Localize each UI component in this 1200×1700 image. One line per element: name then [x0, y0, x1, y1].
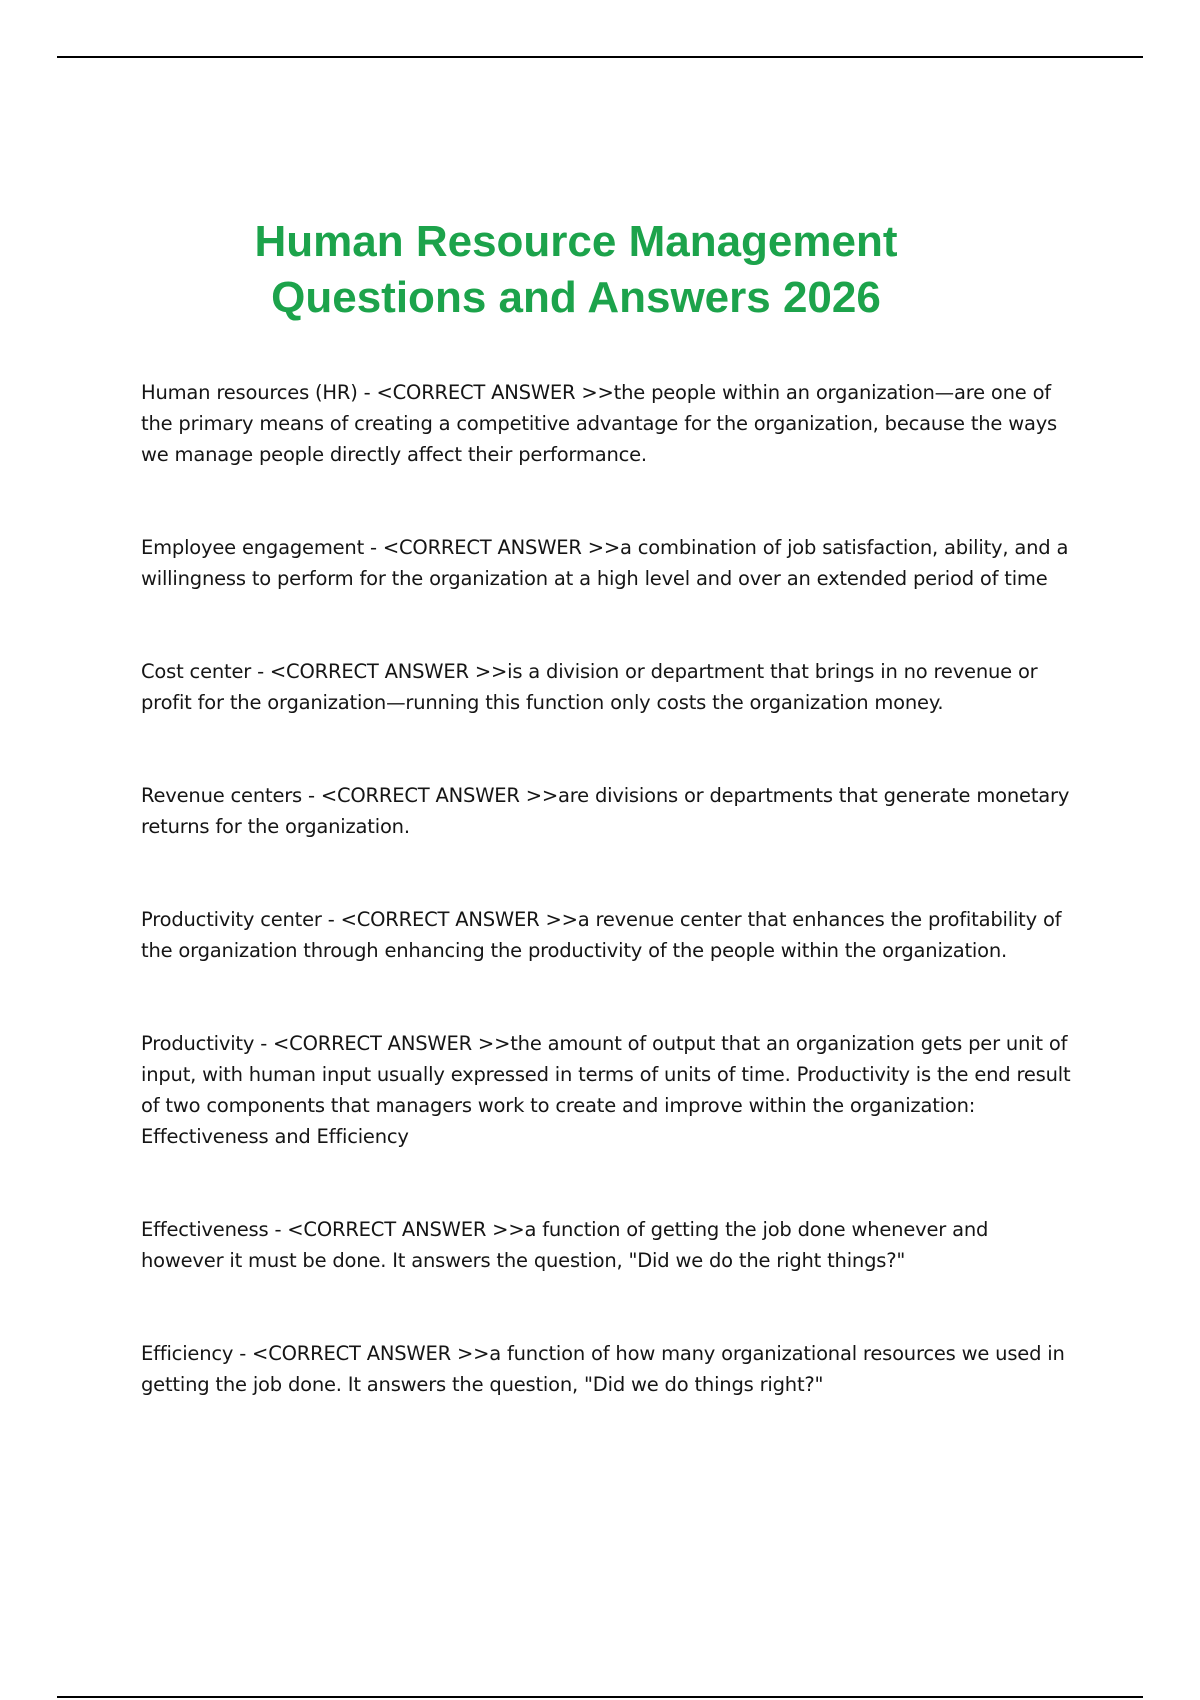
- footer-rule: [57, 1696, 1143, 1698]
- qa-entry-revenue-centers: Revenue centers - <CORRECT ANSWER >>are divisions or departments that generate monetary returns for the organization.: [141, 784, 1070, 838]
- qa-list: [141, 377, 1076, 1400]
- title-line-1: Human Resource Management: [254, 217, 898, 266]
- header-rule: [57, 56, 1143, 58]
- qa-entry-productivity-center: Productivity center - <CORRECT ANSWER >>a revenue center that enhances the profitability of the organization through enhancing the productivity of the people within the organization.: [141, 908, 1062, 962]
- qa-entry-employee-engagement: Employee engagement - <CORRECT ANSWER >>a combination of job satisfaction, ability, and a willingness to perform for the organization at a high level and over an extended period of time: [141, 536, 1069, 590]
- qa-entry-effectiveness: Effectiveness - <CORRECT ANSWER >>a function of getting the job done whenever and however it must be done. It answers the question, "Did we do the right things?": [141, 1218, 989, 1272]
- qa-entry-cost-center: Cost center - <CORRECT ANSWER >>is a division or department that brings in no revenue or profit for the organization—running this function only costs the organization money.: [141, 660, 1038, 714]
- document-title: [0, 214, 1152, 326]
- qa-entry-productivity: Productivity - <CORRECT ANSWER >>the amount of output that an organization gets per unit of input, with human input usually expressed in terms of units of time. Productivity is the end result of two components that managers work to create and improve within the organization: Effectiveness and Efficiency: [141, 1032, 1071, 1148]
- qa-entry-human-resources: Human resources (HR) - <CORRECT ANSWER >>the people within an organization—are one of the primary means of creating a competitive advantage for the organization, because the ways we manage people directly affect their performance.: [141, 381, 1058, 466]
- qa-entry-efficiency: Efficiency - <CORRECT ANSWER >>a function of how many organizational resources we used in getting the job done. It answers the question, "Did we do things right?": [141, 1342, 1065, 1396]
- title-line-2: Questions and Answers 2026: [271, 273, 881, 322]
